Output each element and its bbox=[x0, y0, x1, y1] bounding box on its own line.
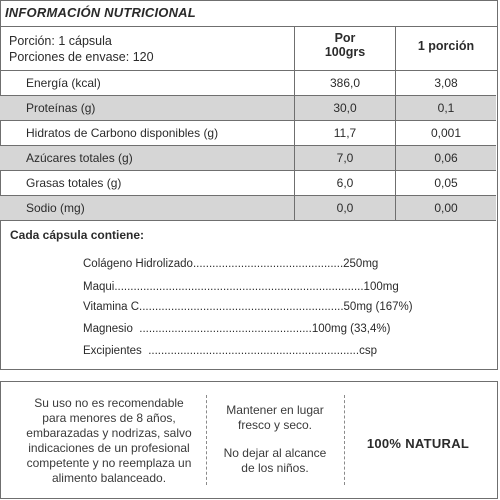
ingredient-leader-dots: .................................................................. bbox=[141, 345, 360, 357]
ingredient-name: Vitamina C bbox=[83, 301, 140, 313]
ingredient-amount: 100mg bbox=[363, 281, 399, 293]
ingredient-line bbox=[83, 345, 377, 357]
row-divider bbox=[0, 220, 496, 221]
ingredient-line bbox=[83, 281, 399, 293]
ingredient-leader-dots: ............................................... bbox=[192, 258, 344, 270]
nutrient-per-100g: 386,0 bbox=[329, 76, 361, 90]
ingredient-leader-dots: ...................................................... bbox=[132, 323, 312, 335]
ingredient-name: Excipientes bbox=[83, 345, 142, 357]
nutrient-label: Grasas totales (g) bbox=[26, 176, 122, 190]
natural-badge: 100% NATURAL bbox=[366, 436, 470, 451]
portions-per-container-text: Porciones de envase: 120 bbox=[9, 50, 154, 64]
children-warning: No dejar al alcance de los niños. bbox=[223, 446, 327, 475]
nutrient-per-100g: 7,0 bbox=[336, 151, 354, 165]
nutrition-title: INFORMACIÓN NUTRICIONAL bbox=[5, 5, 196, 20]
storage-instructions: Mantener en lugar fresco y seco. bbox=[226, 403, 324, 432]
serving-info bbox=[9, 33, 154, 65]
nutrient-per-portion: 0,00 bbox=[434, 201, 458, 215]
capsule-title: Cada cápsula contiene: bbox=[10, 228, 145, 242]
usage-warning: Su uso no es recomendable para menores de 8 años, embarazadas y nodrizas, salvo indicaciones de un profesional competente y no reemplaza un alimento balanceado. bbox=[26, 396, 192, 485]
ingredient-amount: 250mg bbox=[343, 258, 379, 270]
ingredient-name: Maqui bbox=[83, 281, 115, 293]
per-portion-header: 1 porción bbox=[417, 39, 475, 53]
nutrient-per-portion: 3,08 bbox=[434, 76, 458, 90]
nutrient-row bbox=[0, 196, 496, 221]
title-divider bbox=[0, 26, 498, 27]
ingredient-line bbox=[83, 301, 413, 313]
nutrient-per-portion: 0,06 bbox=[434, 151, 458, 165]
ingredient-name: Colágeno Hidrolizado bbox=[83, 258, 193, 270]
ingredient-leader-dots: .............................................................................. bbox=[114, 281, 364, 293]
nutrient-label: Hidratos de Carbono disponibles (g) bbox=[26, 126, 219, 140]
per-100g-header: Por 100grs bbox=[324, 31, 366, 59]
nutrient-per-100g: 11,7 bbox=[333, 126, 357, 140]
nutrient-per-portion: 0,1 bbox=[437, 101, 455, 115]
nutrient-label: Energía (kcal) bbox=[26, 76, 101, 90]
nutrient-per-portion: 0,001 bbox=[430, 126, 462, 140]
nutrient-label: Proteínas (g) bbox=[26, 101, 96, 115]
nutrient-label: Azúcares totales (g) bbox=[26, 151, 133, 165]
ingredient-name: Magnesio bbox=[83, 323, 133, 335]
nutrient-per-portion: 0,05 bbox=[434, 176, 458, 190]
nutrient-row bbox=[0, 121, 496, 146]
nutrient-row bbox=[0, 71, 496, 96]
nutrient-label: Sodio (mg) bbox=[26, 201, 85, 215]
nutrient-per-100g: 30,0 bbox=[333, 101, 357, 115]
nutrient-per-100g: 6,0 bbox=[336, 176, 354, 190]
portion-text: Porción: 1 cápsula bbox=[9, 34, 112, 48]
ingredient-line bbox=[83, 258, 378, 270]
ingredient-amount: 100mg (33,4%) bbox=[311, 323, 391, 335]
nutrient-row bbox=[0, 96, 496, 121]
nutrient-row bbox=[0, 171, 496, 196]
ingredient-line bbox=[83, 323, 390, 335]
nutrient-per-100g: 0,0 bbox=[336, 201, 354, 215]
ingredient-amount: 50mg (167%) bbox=[343, 301, 413, 313]
nutrient-row bbox=[0, 146, 496, 171]
ingredient-leader-dots: ................................................................ bbox=[139, 301, 344, 313]
ingredient-amount: csp bbox=[359, 345, 377, 357]
